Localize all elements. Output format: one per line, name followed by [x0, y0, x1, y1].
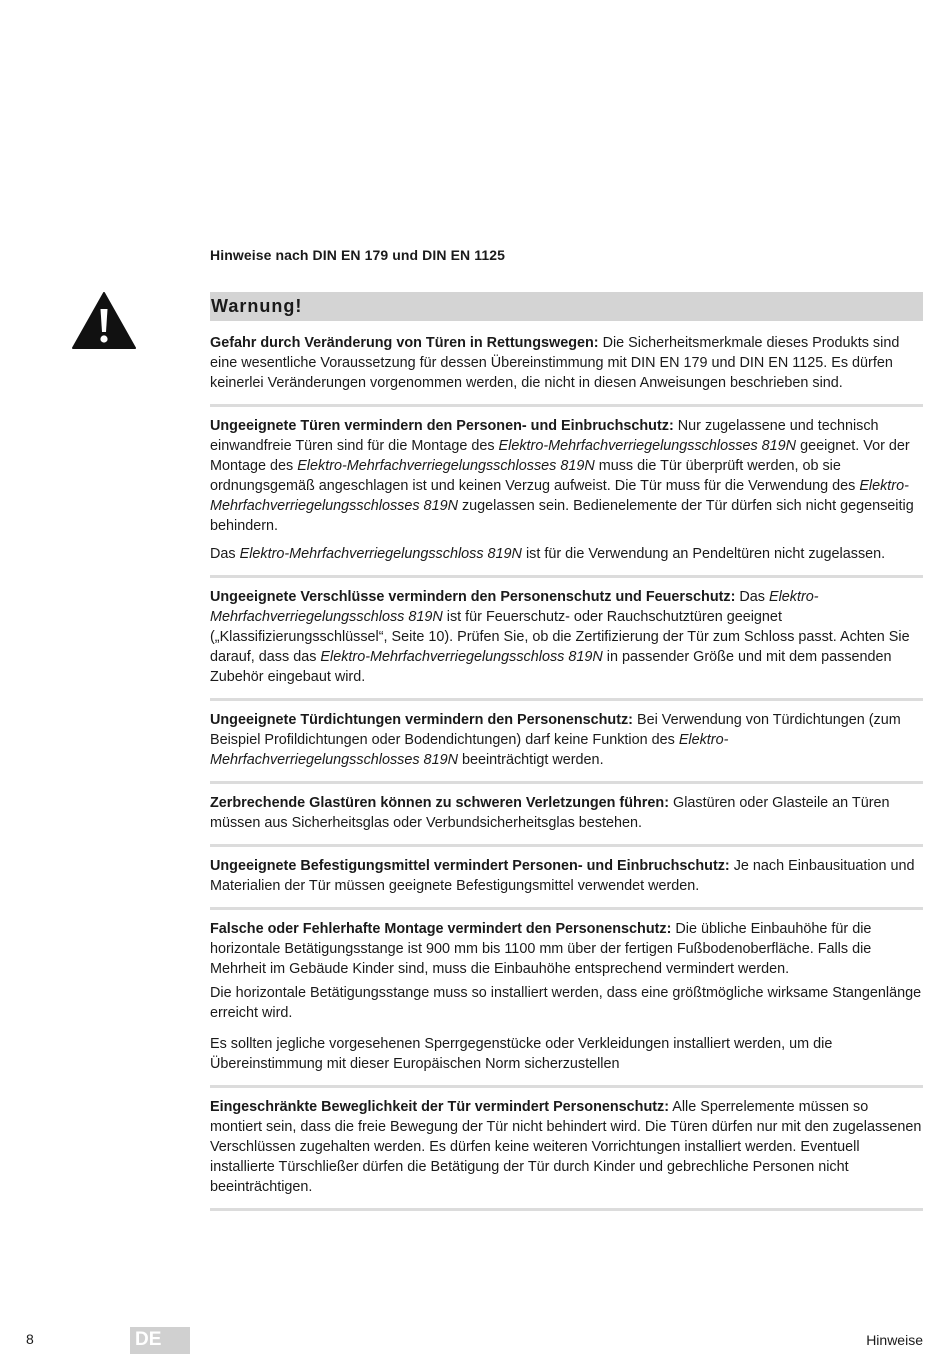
notice-text: ist für die Verwendung an Pendeltüren nicht zugelassen.	[521, 546, 886, 562]
notice-paragraph: Es sollten jegliche vorgesehenen Sperrgegenstücke oder Verkleidungen installiert werden, um die Übereinstimmung mit dieser Europäischen Norm sicherzustellen	[210, 1036, 833, 1072]
notice-title: Ungeeignete Türen vermindern den Personen- und Einbruchschutz:	[210, 418, 674, 434]
notice-title: Zerbrechende Glastüren können zu schweren Verletzungen führen:	[210, 795, 669, 811]
notice-text: muss die Tür überprüft werden, ob sie ordnungsgemäß angeschlagen ist und keinen Verzug aufweist. Die Tür muss für die Verwendung des	[210, 458, 860, 494]
notice-title: Gefahr durch Veränderung von Türen in Rettungswegen:	[210, 335, 599, 351]
notice-text: Die Sicherheitsmerkmale dieses Produkts sind eine wesentliche Voraussetzung für dessen Übereinstimmung mit DIN EN 179 und DIN EN 1125. Es dürfen keinerlei Veränderungen vorgenommen werden, die nicht in diesen Anweisungen beschrieben sind.	[210, 335, 900, 391]
warning-triangle-icon	[72, 292, 136, 350]
notice-title: Eingeschränkte Beweglichkeit der Tür vermindert Personenschutz:	[210, 1099, 670, 1115]
notice-text: zugelassen sein. Bedienelemente der Tür dürfen sich nicht gegenseitig behindern.	[210, 498, 914, 534]
notice-ungeeignete-tueren	[210, 404, 923, 575]
notice-tuerdichtungen	[210, 698, 923, 781]
product-name: Elektro-Mehrfachverriegelungsschlosses 819N	[210, 478, 909, 514]
notice-paragraph	[210, 587, 923, 687]
notice-befestigungsmittel	[210, 844, 923, 907]
notice-montage	[210, 907, 923, 1085]
notice-paragraph	[210, 919, 923, 979]
product-name: Elektro-Mehrfachverriegelungsschloss 819N	[239, 546, 522, 562]
notice-rettungswege	[210, 333, 923, 404]
notice-text: Die übliche Einbauhöhe für die horizontale Betätigungsstange ist 900 mm bis 1100 mm über der fertigen Fußbodenoberfläche. Falls die Mehrheit im Gebäude Kinder sind, muss die Einbauhöhe entsprechend vermindert werden.	[210, 921, 872, 977]
notice-paragraph: Die horizontale Betätigungsstange muss so installiert werden, dass eine größtmögliche wirksame Stangenlänge erreicht wird.	[210, 985, 922, 1021]
notice-paragraph	[210, 333, 923, 393]
language-label: DE	[135, 1329, 162, 1350]
notice-text: beeinträchtigt werden.	[457, 752, 604, 768]
notice-title: Ungeeignete Türdichtungen vermindern den Personenschutz:	[210, 712, 633, 728]
warning-content	[210, 333, 923, 1211]
section-heading: Hinweise nach DIN EN 179 und DIN EN 1125	[210, 247, 505, 263]
product-name: Elektro-Mehrfachverriegelungsschlosses 819N	[498, 438, 797, 454]
notice-paragraph	[210, 544, 923, 564]
notice-text: Je nach Einbausituation und Materialien der Tür müssen geeignete Befestigungsmittel verwendet werden.	[210, 858, 915, 894]
footer-section-label: Hinweise	[866, 1332, 923, 1348]
warning-title: Warnung!	[211, 296, 303, 316]
warning-title-bar	[210, 292, 923, 321]
notice-paragraph	[210, 1097, 923, 1197]
notice-text: Alle Sperrelemente müssen so montiert sein, dass die freie Bewegung der Tür nicht behindert wird. Die Türen dürfen nur mit den zugelassenen Verschlüssen zugehalten werden. Es dürfen keine weiteren Vorrichtungen installiert werden. Eventuell installierte Türschließer dürfen die Betätigung der Tür durch Kinder und gebrechliche Personen nicht beeinträchtigen.	[210, 1099, 922, 1195]
notice-text: in passender Größe und mit dem passenden Zubehör eingebaut wird.	[210, 649, 892, 685]
product-name: Elektro-Mehrfachverriegelungsschloss 819N	[320, 649, 603, 665]
product-name: Elektro-Mehrfachverriegelungsschlosses 819N	[210, 732, 729, 768]
notice-paragraph	[210, 416, 923, 536]
notice-beweglichkeit	[210, 1085, 923, 1208]
notice-glastueren	[210, 781, 923, 844]
notice-text: Bei Verwendung von Türdichtungen (zum Beispiel Profildichtungen oder Bodendichtungen) darf keine Funktion des	[210, 712, 901, 748]
notice-title: Ungeeignete Befestigungsmittel vermindert Personen- und Einbruchschutz:	[210, 858, 730, 874]
notice-paragraph	[210, 710, 923, 770]
notice-paragraph	[210, 856, 923, 896]
notice-text: Das	[735, 589, 769, 605]
notice-title: Falsche oder Fehlerhafte Montage vermindert den Personenschutz:	[210, 921, 672, 937]
notice-text: ist für Feuerschutz- oder Rauchschutztüren geeignet („Klassifizierungsschlüssel“, Seite 10). Prüfen Sie, ob die Zertifizierung der Tür zum Schloss passt. Achten Sie darauf, dass das	[210, 609, 910, 665]
notice-text: Das	[210, 546, 240, 562]
notice-verschluesse	[210, 575, 923, 698]
bottom-divider	[210, 1208, 923, 1211]
product-name: Elektro-Mehrfachverriegelungsschlosses 819N	[297, 458, 595, 474]
product-name: Elektro-Mehrfachverriegelungsschloss 819N	[210, 589, 819, 625]
notice-text: Glastüren oder Glasteile an Türen müssen aus Sicherheitsglas oder Verbundsicherheitsglas bestehen.	[210, 795, 890, 831]
notice-text: Nur zugelassene und technisch einwandfreie Türen sind für die Montage des	[210, 418, 879, 454]
page-number: 8	[26, 1331, 34, 1347]
notice-paragraph	[210, 793, 923, 833]
notice-text: geeignet. Vor der Montage des	[210, 438, 910, 474]
notice-title: Ungeeignete Verschlüsse vermindern den Personenschutz und Feuerschutz:	[210, 589, 736, 605]
language-badge	[130, 1327, 190, 1354]
